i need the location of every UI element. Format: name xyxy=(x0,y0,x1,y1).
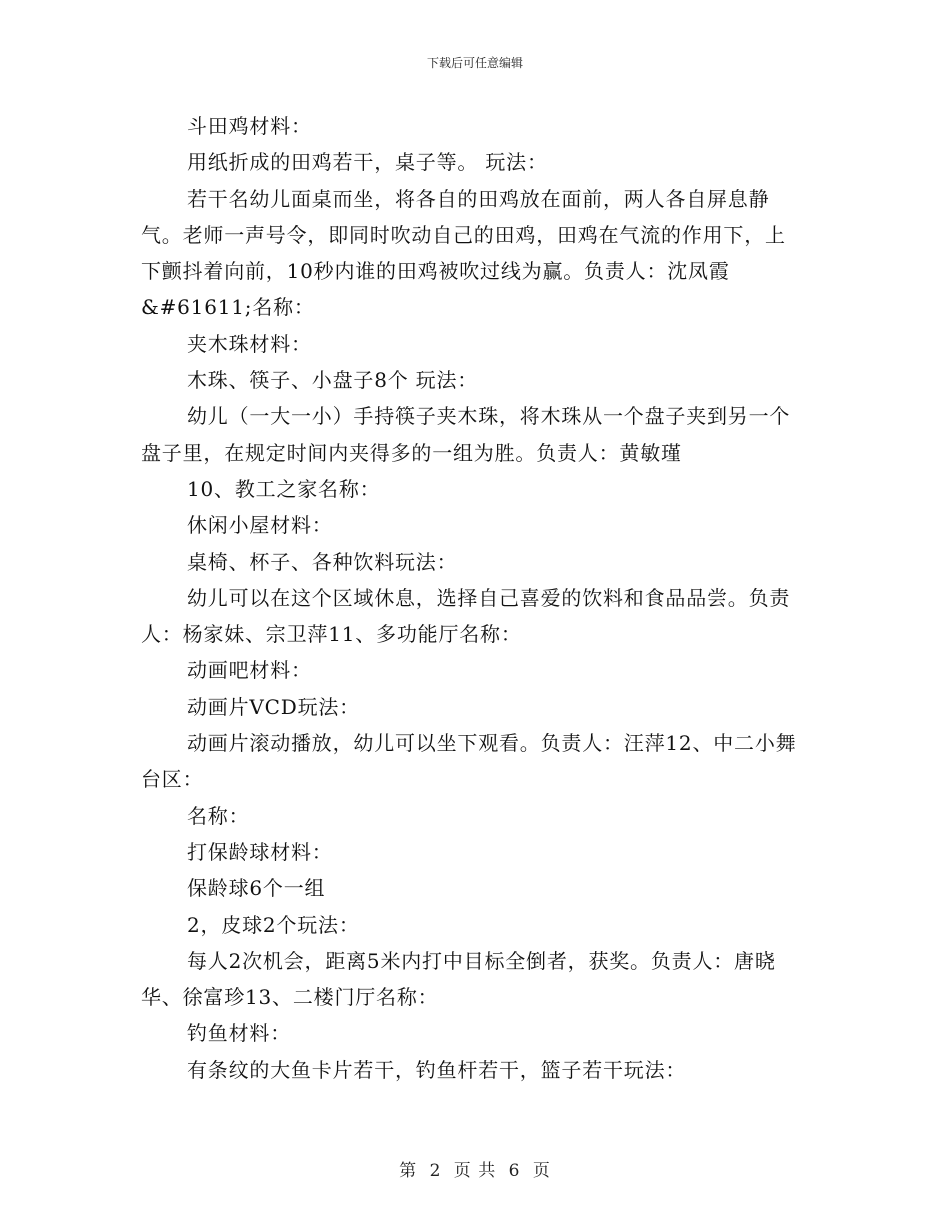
paragraph: 幼儿可以在这个区域休息，选择自己喜爱的饮料和食品品尝。负责人：杨家妹、宗卫萍11、多功能厅名称： xyxy=(141,585,791,647)
paragraph: 动画片VCD玩法： xyxy=(187,694,360,719)
paragraph: 幼儿（一大一小）手持筷子夹木珠，将木珠从一个盘子夹到另一个盘子里，在规定时间内夹得多的一组为胜。负责人：黄敏瑾 xyxy=(141,404,791,465)
paragraph: 动画片滚动播放，幼儿可以坐下观看。负责人：汪萍12、中二小舞台区： xyxy=(141,731,797,792)
page-footer xyxy=(0,1156,950,1181)
footer-of-label: 页 共 xyxy=(453,1161,497,1181)
footer-pages-label: 页 xyxy=(532,1161,551,1181)
paragraph: 有条纹的大鱼卡片若干，钓鱼杆若干，篮子若干玩法： xyxy=(187,1057,687,1082)
paragraph: 若干名幼儿面桌而坐，将各自的田鸡放在面前，两人各自屏息静气。老师一声号令，即同时吹动自己的田鸡，田鸡在气流的作用下，上下颤抖着向前，10秒内谁的田鸡被吹过线为赢。负责人：沈凤霞&#61611;名称： xyxy=(141,186,786,320)
paragraph: 2，皮球2个玩法： xyxy=(187,912,360,937)
paragraph: 休闲小屋材料： xyxy=(187,513,333,538)
paragraph: 用纸折成的田鸡若干，桌子等。 玩法： xyxy=(187,150,548,175)
paragraph: 10、教工之家名称： xyxy=(187,476,381,501)
paragraph: 钓鱼材料： xyxy=(187,1021,291,1046)
paragraph: 名称： xyxy=(187,803,250,828)
paragraph: 保龄球6个一组 xyxy=(187,876,326,901)
page-header-note: 下载后可任意编辑 xyxy=(426,56,523,70)
paragraph: 斗田鸡材料： xyxy=(187,114,312,138)
paragraph: 打保龄球材料： xyxy=(187,839,333,864)
paragraph: 每人2次机会，距离5米内打中目标全倒者，获奖。负责人：唐晓华、徐富珍13、二楼门厅名称： xyxy=(141,948,776,1010)
paragraph: 桌椅、杯子、各种饮料玩法： xyxy=(187,549,458,574)
paragraph: 夹木珠材料： xyxy=(187,331,312,356)
paragraph: 木珠、筷子、小盘子8个 玩法： xyxy=(187,368,479,393)
footer-page-label: 第 xyxy=(399,1161,418,1181)
footer-current-page: 2 xyxy=(429,1161,442,1181)
document-body xyxy=(141,108,806,1088)
footer-total-pages: 6 xyxy=(508,1161,521,1181)
paragraph: 动画吧材料： xyxy=(187,658,312,683)
